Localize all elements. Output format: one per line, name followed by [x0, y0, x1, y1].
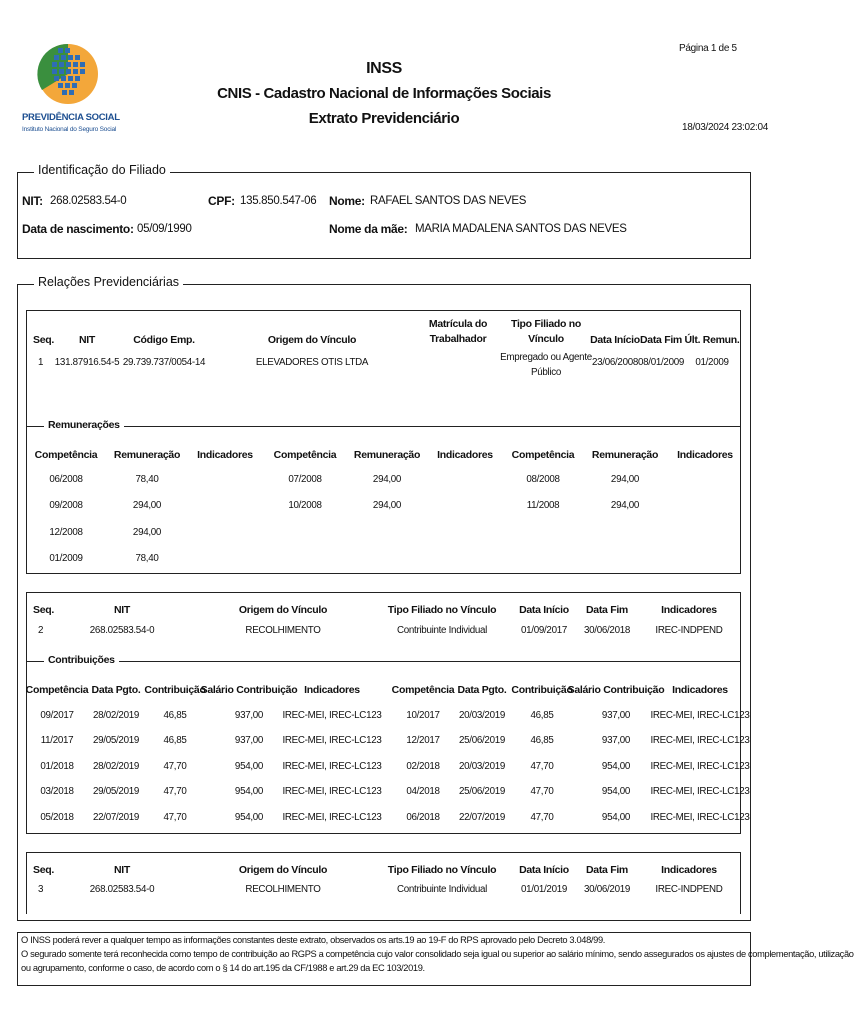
v3-seq: 3 [38, 884, 44, 895]
remuneracoes-title: Remunerações [44, 419, 124, 431]
v3-h-seq: Seq. [33, 864, 54, 876]
v3-h-tipo: Tipo Filiado no Vínculo [387, 864, 497, 876]
contribuicao-cell: 09/2017 [40, 710, 74, 721]
c-h-ind-1: Indicadores [304, 684, 360, 696]
footer-line-3: ou agrupamento, conforme o caso, de acordo com o § 14 do art.195 da CF/1988 e art.29 da EC 103/2019. [21, 963, 425, 973]
v2-seq: 2 [38, 625, 44, 636]
contribuicao-cell: 25/06/2019 [458, 735, 506, 746]
contribuicao-cell: 28/02/2019 [92, 761, 140, 772]
header-title: INSS [366, 60, 402, 77]
contribuicao-cell: IREC-MEI, IREC-LC123 [282, 786, 382, 797]
nascimento-value: 05/09/1990 [137, 223, 192, 235]
identificacao-title: Identificação do Filiado [34, 163, 170, 177]
contribuicao-cell: 46,85 [163, 735, 187, 746]
c-h-contrib-2: Contribuição [511, 684, 573, 696]
v1-h-inicio: Data Início [590, 334, 640, 346]
rem-h-comp-2: Competência [273, 449, 337, 461]
remuneracao-cell: 07/2008 [288, 474, 322, 485]
document-title: Extrato Previdenciário [308, 110, 460, 127]
contribuicao-cell: IREC-MEI, IREC-LC123 [282, 710, 382, 721]
rem-h-comp-3: Competência [511, 449, 575, 461]
v1-h-matricula-1: Matrícula do [428, 318, 488, 330]
nome-value: RAFAEL SANTOS DAS NEVES [370, 195, 527, 207]
contribuicao-cell: 05/2018 [40, 812, 74, 823]
nascimento-label: Data de nascimento: [22, 222, 134, 236]
contribuicao-cell: 22/07/2019 [458, 812, 506, 823]
contribuicao-cell: 20/03/2019 [458, 710, 506, 721]
cpf-value: 135.850.547-06 [240, 195, 317, 207]
relacoes-title: Relações Previdenciárias [34, 275, 183, 289]
contribuicao-cell: 47,70 [530, 761, 554, 772]
v1-h-seq: Seq. [33, 334, 54, 346]
contribuicao-cell: 937,00 [601, 710, 631, 721]
contribuicao-cell: 28/02/2019 [92, 710, 140, 721]
v1-tipo-1: Empregado ou Agente [500, 352, 592, 363]
v1-h-matricula-2: Trabalhador [429, 333, 487, 345]
contribuicao-cell: 937,00 [234, 710, 264, 721]
v2-ind: IREC-INDPEND [655, 625, 723, 636]
c-h-sal-1: Salário Contribuição [200, 684, 298, 696]
c-h-sal-2: Salário Contribuição [567, 684, 665, 696]
contribuicao-cell: IREC-MEI, IREC-LC123 [650, 786, 750, 797]
contribuicao-cell: 25/06/2019 [458, 786, 506, 797]
v1-inicio: 23/06/2008 [591, 357, 639, 368]
v2-h-fim: Data Fim [586, 604, 628, 616]
footer-line-1: O INSS poderá rever a qualquer tempo as informações constantes deste extrato, observados os arts.19 ao 19-F do RPS aprovado pelo Decreto 3.048/99. [21, 935, 606, 945]
contribuicao-cell: 954,00 [601, 786, 631, 797]
v1-nit: 131.87916.54-5 [54, 357, 120, 368]
page-number: Página 1 de 5 [679, 43, 737, 54]
remuneracao-cell: 11/2008 [526, 500, 560, 511]
contribuicao-cell: 06/2018 [406, 812, 440, 823]
c-h-contrib-1: Contribuição [144, 684, 206, 696]
remuneracao-cell: 294,00 [610, 474, 640, 485]
remuneracao-cell: 12/2008 [49, 527, 83, 538]
v2-nit: 268.02583.54-0 [89, 625, 155, 636]
contribuicao-cell: IREC-MEI, IREC-LC123 [650, 735, 750, 746]
timestamp: 18/03/2024 23:02:04 [682, 122, 769, 133]
v3-h-origem: Origem do Vínculo [238, 864, 328, 876]
previdencia-logo-icon [32, 38, 102, 110]
remuneracoes-divider [26, 426, 741, 427]
contribuicao-cell: 954,00 [234, 786, 264, 797]
v1-origem: ELEVADORES OTIS LTDA [255, 357, 369, 368]
c-h-comp-1: Competência [25, 684, 89, 696]
contribuicao-cell: IREC-MEI, IREC-LC123 [650, 812, 750, 823]
contribuicao-cell: IREC-MEI, IREC-LC123 [282, 812, 382, 823]
contribuicao-cell: 29/05/2019 [92, 786, 140, 797]
v1-h-fim: Data Fim [640, 334, 682, 346]
contribuicao-cell: 12/2017 [406, 735, 440, 746]
contribuicao-cell: 29/05/2019 [92, 735, 140, 746]
v2-h-nit: NIT [113, 604, 131, 616]
contribuicao-cell: 04/2018 [406, 786, 440, 797]
v1-h-origem: Origem do Vínculo [267, 334, 357, 346]
remuneracao-cell: 294,00 [132, 500, 162, 511]
contribuicao-cell: 46,85 [530, 710, 554, 721]
remuneracao-cell: 78,40 [135, 474, 159, 485]
contribuicao-cell: 46,85 [163, 710, 187, 721]
identificacao-box [17, 172, 751, 259]
contribuicao-cell: 22/07/2019 [92, 812, 140, 823]
contribuicao-cell: 46,85 [530, 735, 554, 746]
v2-h-origem: Origem do Vínculo [238, 604, 328, 616]
c-h-pgto-2: Data Pgto. [457, 684, 507, 696]
contribuicao-cell: 10/2017 [406, 710, 440, 721]
v3-nit: 268.02583.54-0 [89, 884, 155, 895]
logo [18, 38, 120, 138]
remuneracao-cell: 06/2008 [49, 474, 83, 485]
mae-label: Nome da mãe: [329, 222, 408, 236]
contribuicao-cell: IREC-MEI, IREC-LC123 [282, 761, 382, 772]
remuneracao-cell: 294,00 [610, 500, 640, 511]
logo-sub-text: Instituto Nacional do Seguro Social [22, 126, 117, 133]
remuneracao-cell: 10/2008 [288, 500, 322, 511]
v3-h-nit: NIT [113, 864, 131, 876]
v1-ult: 01/2009 [695, 357, 729, 368]
v1-h-tipo-1: Tipo Filiado no [511, 318, 581, 330]
contribuicao-cell: 954,00 [601, 812, 631, 823]
contribuicao-cell: 03/2018 [40, 786, 74, 797]
rem-h-rem-1: Remuneração [113, 449, 181, 461]
remuneracao-cell: 294,00 [372, 500, 402, 511]
contribuicao-cell: 937,00 [234, 735, 264, 746]
contribuicoes-title: Contribuições [44, 654, 119, 666]
cpf-label: CPF: [208, 194, 235, 208]
v3-ind: IREC-INDPEND [655, 884, 723, 895]
vinculo-3-box [26, 852, 741, 914]
v3-h-ind: Indicadores [661, 864, 717, 876]
v1-h-ult: Últ. Remun. [684, 334, 740, 346]
contribuicao-cell: IREC-MEI, IREC-LC123 [282, 735, 382, 746]
remuneracao-cell: 09/2008 [49, 500, 83, 511]
v1-codigo: 29.739.737/0054-14 [122, 357, 206, 368]
remuneracao-cell: 01/2009 [49, 553, 83, 564]
v1-seq: 1 [38, 357, 44, 368]
rem-h-rem-2: Remuneração [353, 449, 421, 461]
v1-tipo-2: Público [530, 367, 562, 378]
rem-h-comp-1: Competência [34, 449, 98, 461]
v3-tipo: Contribuinte Individual [396, 884, 488, 895]
contribuicao-cell: 20/03/2019 [458, 761, 506, 772]
v1-h-nit: NIT [78, 334, 96, 346]
contribuicao-cell: 47,70 [163, 761, 187, 772]
c-h-pgto-1: Data Pgto. [91, 684, 141, 696]
contribuicao-cell: IREC-MEI, IREC-LC123 [650, 710, 750, 721]
footer-line-2: O segurado somente terá reconhecida como tempo de contribuição ao RGPS a competência cujo valor consolidado seja igual ou superior ao salário mínimo, sendo assegurados os ajustes de complementação, utilização [21, 949, 854, 959]
v2-fim: 30/06/2018 [583, 625, 631, 636]
v3-fim: 30/06/2019 [583, 884, 631, 895]
contribuicao-cell: 937,00 [601, 735, 631, 746]
v1-h-codigo: Código Emp. [133, 334, 195, 346]
v2-h-seq: Seq. [33, 604, 54, 616]
contribuicao-cell: 47,70 [530, 812, 554, 823]
v3-h-fim: Data Fim [586, 864, 628, 876]
contribuicao-cell: 47,70 [163, 786, 187, 797]
v2-h-tipo: Tipo Filiado no Vínculo [387, 604, 497, 616]
nit-label: NIT: [22, 194, 43, 208]
nome-label: Nome: [329, 194, 365, 208]
remuneracao-cell: 08/2008 [526, 474, 560, 485]
v1-fim: 08/01/2009 [637, 357, 685, 368]
mae-value: MARIA MADALENA SANTOS DAS NEVES [415, 223, 627, 235]
remuneracao-cell: 294,00 [372, 474, 402, 485]
contribuicao-cell: 954,00 [234, 812, 264, 823]
contribuicao-cell: 954,00 [234, 761, 264, 772]
rem-h-ind-2: Indicadores [437, 449, 493, 461]
v2-h-ind: Indicadores [661, 604, 717, 616]
c-h-ind-2: Indicadores [672, 684, 728, 696]
remuneracao-cell: 78,40 [135, 553, 159, 564]
v1-h-tipo-2: Vínculo [528, 333, 564, 345]
rem-h-ind-3: Indicadores [677, 449, 733, 461]
nit-value: 268.02583.54-0 [50, 195, 127, 207]
contribuicao-cell: IREC-MEI, IREC-LC123 [650, 761, 750, 772]
v3-origem: RECOLHIMENTO [245, 884, 321, 895]
v3-h-inicio: Data Início [519, 864, 569, 876]
v2-inicio: 01/09/2017 [520, 625, 568, 636]
rem-h-ind-1: Indicadores [197, 449, 253, 461]
rem-h-rem-3: Remuneração [591, 449, 659, 461]
v3-inicio: 01/01/2019 [520, 884, 568, 895]
v2-h-inicio: Data Início [519, 604, 569, 616]
contribuicao-cell: 954,00 [601, 761, 631, 772]
contribuicao-cell: 47,70 [163, 812, 187, 823]
contribuicao-cell: 02/2018 [406, 761, 440, 772]
contribuicao-cell: 11/2017 [40, 735, 74, 746]
header-subtitle: CNIS - Cadastro Nacional de Informações Sociais [217, 85, 551, 102]
c-h-comp-2: Competência [391, 684, 455, 696]
logo-main-text: PREVIDÊNCIA SOCIAL [22, 112, 120, 123]
v2-origem: RECOLHIMENTO [245, 625, 321, 636]
contribuicoes-divider [26, 661, 741, 662]
v2-tipo: Contribuinte Individual [396, 625, 488, 636]
contribuicao-cell: 01/2018 [40, 761, 74, 772]
contribuicao-cell: 47,70 [530, 786, 554, 797]
remuneracao-cell: 294,00 [132, 527, 162, 538]
